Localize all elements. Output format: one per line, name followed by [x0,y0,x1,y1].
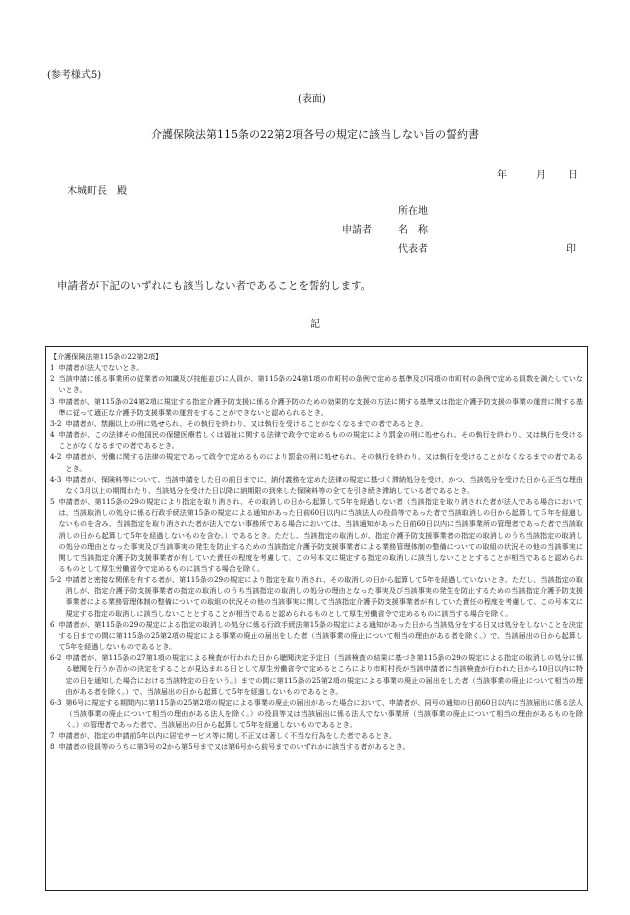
term-text: 申請者が法人でないとき。 [58,363,144,373]
term-number: 7 [50,731,55,741]
seal-label: 印 [566,244,576,255]
term-text: 申請者と密接な関係を有する者が、第115条の29の規定により指定を取り消され、その取消しの日から起算して5年を経過していないとき。ただし、当該指定の取消しが、指定介護予防支援事業者の指定の取消しのうち当該指定の取消しの処分の理由となった事実及び当該事実の発生を防止するための当該指定介護予防支援事業者による業務管理体制の整備についての取組の状況その他の当該事実に関して当該指定介護予防支援事業者が有していた責任の程度を考慮して、この号本文に規定する指定の取消しに該当しないこととすることが相当であると認められるものとして厚生労働省令で定めるものに該当する場合を除く。 [65,575,583,618]
name-label: 名 称 [398,225,428,236]
term-text: 申請者が、保険料等について、当該申請をした日の前日までに、納付義務を定めた法律の規定に基づく滞納処分を受け、かつ、当該処分を受けた日から正当な理由なく3月以上の期間わたり、当該処分を受けた日以降に納期限の到来した保険料等の全てを引き続き滞納している者であるとき。 [65,474,583,495]
term-item [50,741,583,752]
term-number: 2 [50,374,55,384]
term-number: 3-2 [50,418,62,428]
term-item [50,474,583,496]
term-number: 4-2 [50,452,62,462]
term-item [50,429,583,451]
term-item [50,730,583,741]
term-number: 1 [50,363,55,373]
term-item [50,373,583,395]
term-text: 申請者が、第115条の24第2項に規定する指定介護予防支援に係る介護予防のための効果的な支援の方法に関する基準又は指定介護予防支援の事業の運営に関する基準に従って適正な介護予防支援事業の運営をすることができないと認められるとき。 [58,396,583,417]
term-item [50,451,583,473]
term-number: 4-3 [50,474,62,484]
term-number: 8 [50,742,55,752]
term-item [50,574,583,619]
addressee: 木城町長 殿 [67,186,127,197]
term-number: 4 [50,430,55,440]
terms-box [45,346,588,891]
page-title: 介護保険法第115条の22第2項各号の規定に該当しない旨の誓約書 [151,128,479,141]
term-text: 申請者が、禁錮以上の刑に処せられ、その執行を終わり、又は執行を受けることがなくなるまでの者であるとき。 [65,418,428,428]
ki-heading: 記 [310,319,320,330]
term-item [50,697,583,730]
term-item [50,362,583,373]
side-label: (表面) [298,94,326,105]
date-day-label: 日 [568,170,578,181]
term-number: 6 [50,619,55,629]
term-text: 第6号に規定する期間内に第115条の25第2項の規定による事業の廃止の届出があった場合において、申請者が、同号の通知の日前60日以内に当該届出に係る法人（当該事業の廃止について相当の理由がある法人を除く。）の役員等又は当該届出に係る法人でない事業所（当該事業の廃止について相当の理由があるものを除く。）の管理者であった者で、当該届出の日から起算して5年を経過しないものであるとき。 [65,697,583,730]
pledge-statement: 申請者が下記のいずれにも該当しない者であることを誓約します。 [57,280,372,292]
date-year-label: 年 [497,170,507,181]
term-text: 申請者が、労働に関する法律の規定であって政令で定めるものにより罰金の刑に処せられ、その執行を終わり、又は執行を受けることがなくなるまでの者であるとき。 [65,452,583,473]
terms-heading: 【介護保険法第115条の22第2項】 [50,352,163,361]
term-item [50,652,583,697]
term-number: 5-2 [50,575,62,585]
term-number: 3 [50,396,55,406]
date-month-label: 月 [536,170,546,181]
term-item [50,418,583,429]
term-text: 申請者が、第115条の29の規定による指定の取消しの処分に係る行政手続法第15条の規定による通知があった日から当該処分をする日又は処分をしないことを決定する日までの間に第115条の25第2項の規定による事業の廃止の届出をした者（当該事業の廃止について相当の理由がある者を除く。）で、当該届出の日から起算して5年を経過しないものであるとき。 [58,619,583,652]
term-text: 申請者が、第115条の29の規定により指定を取り消され、その取消しの日から起算して5年を経過しない者（当該指定を取り消された者が法人である場合においては、当該取消しの処分に係る行政手続法第15条の規定による通知があった日前60日以内に当該法人の役員等であった者で当該取消しの日から起算して５年を経過しないものを含み、当該指定を取り消された者が法人でない事務所である場合においては、当該通知があった日前60日以内に当該事業所の管理者であった者で当該取消しの日から起算して5年を経過しないものを含む。）であるとき。ただし、当該指定の取消しが、指定介護予防支援事業者の指定の取消しのうち当該指定の取消しの処分の理由となった事実及び当該事実の発生を防止するための当該指定介護予防支援事業者による業務管理体制の整備についての取組の状況その他の当該事実に関して当該指定介護予防支援事業者が有していた責任の程度を考慮して、この号本文に規定する指定の取消しに該当しないこととすることが相当であると認められるものとして厚生労働省令で定めるものに該当する場合を除く。 [58,497,583,573]
term-text: 申請者が、指定の申請前5年以内に居宅サービス等に関し不正又は著しく不当な行為をした者であるとき。 [58,731,397,741]
term-number: 6-3 [50,697,62,707]
address-label: 所在地 [398,206,428,217]
term-item [50,396,583,418]
representative-label: 代表者 [398,244,428,255]
applicant-label: 申請者 [342,225,372,236]
form-label: (参考様式5) [47,70,102,81]
term-text: 申請者が、第115条の27第1項の規定による検査が行われた日から聴聞決定予定日（当該検査の結果に基づき第115条の29の規定による指定の取消しの処分に係る聴聞を行うか否かの決定をすることが見込まれる日として厚生労働省令で定めるところにより市町村長が当該申請者に当該検査が行われた日から10日以内に特定の日を通知した場合における当該特定の日をいう。）までの間に第115条の25第2項の規定による事業の廃止の届出をした者（当該事業の廃止について相当の理由がある者を除く。）で、当該届出の日から起算して5年を経過しないものであるとき。 [65,653,583,696]
term-number: 5 [50,497,55,507]
term-item [50,619,583,652]
term-number: 6-2 [50,653,62,663]
term-text: 申請者が、この法律その他国民の保健医療若しくは福祉に関する法律で政令で定めるものの規定により罰金の刑に処せられ、その執行を終わり、又は執行を受けることがなくなるまでの者であるとき。 [58,430,583,451]
term-text: 当該申請に係る事業所の従業者の知識及び技能並びに人員が、第115条の24第1項の市町村の条例で定める基準及び同項の市町村の条例で定める員数を満たしていないとき。 [58,374,583,395]
term-item [50,496,583,574]
term-text: 申請者の役員等のうちに第3号の2から第5号まで又は第6号から前号までのいずれかに該当する者があるとき。 [58,742,410,752]
